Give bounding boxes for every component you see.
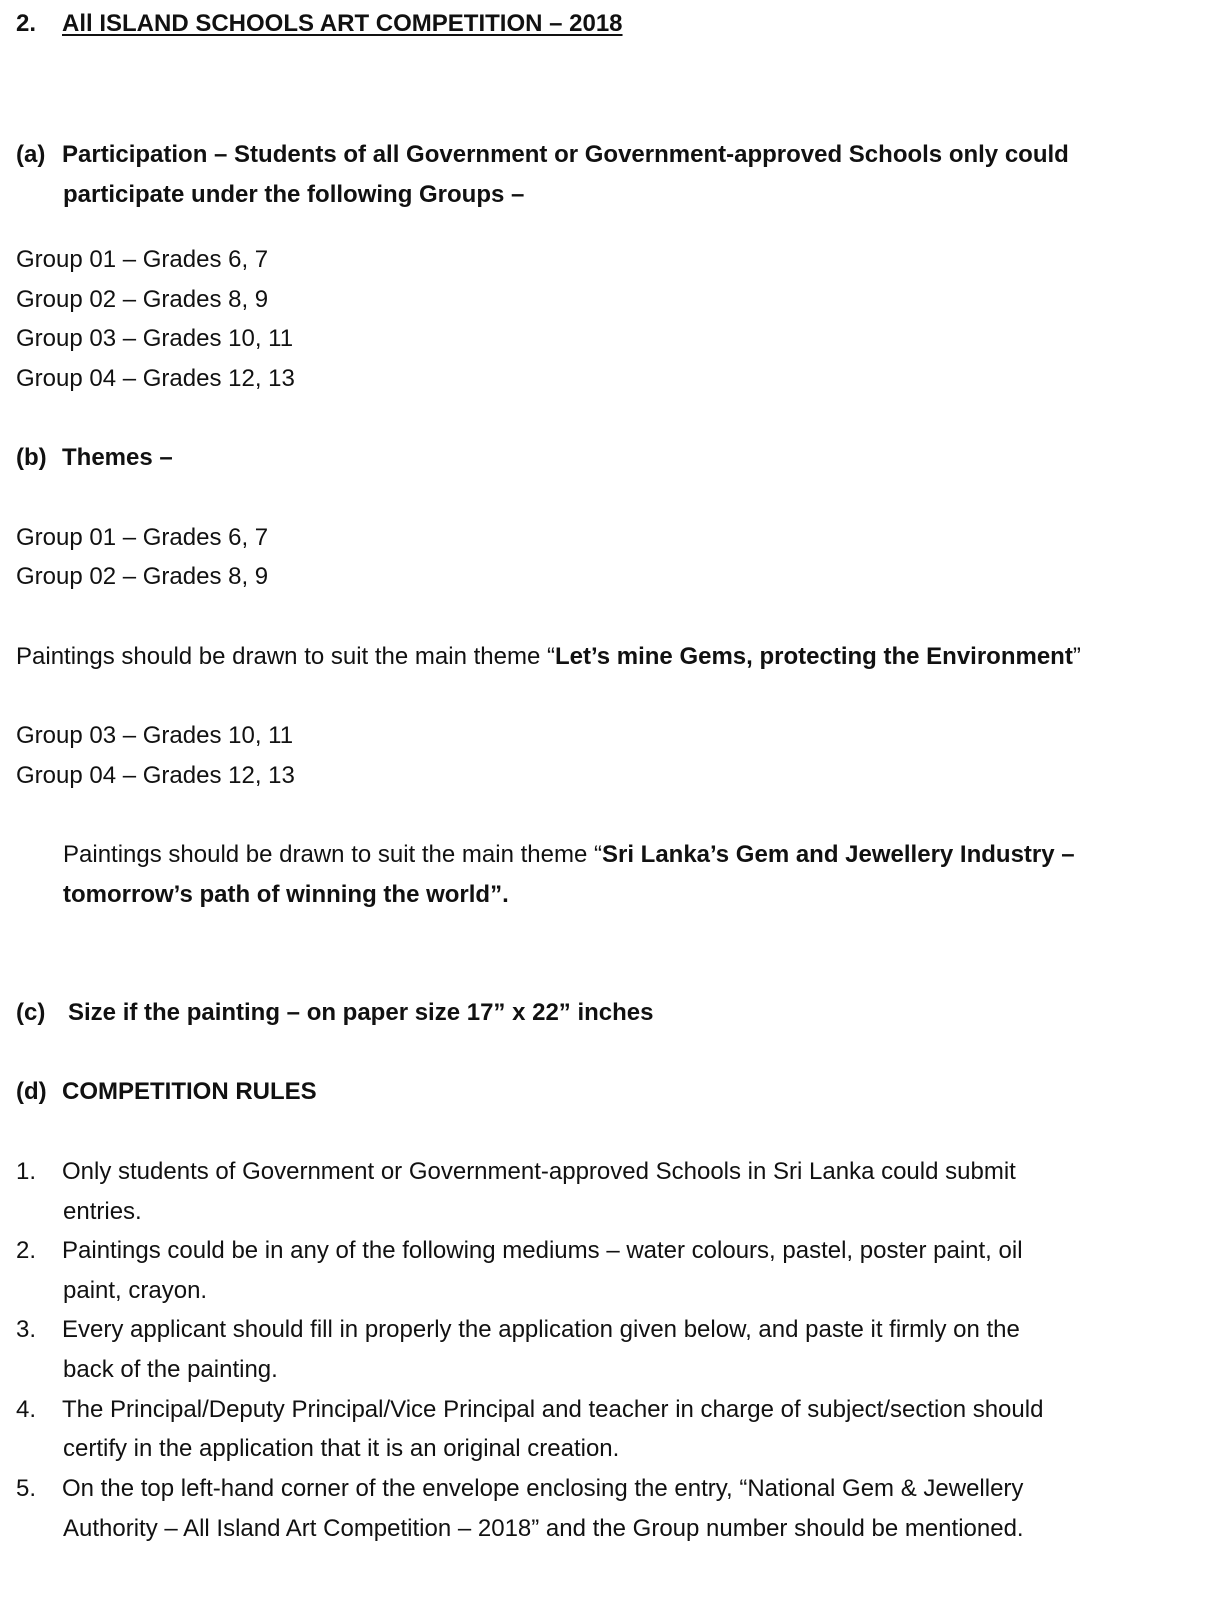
rule-line2: Authority – All Island Art Competition – 2018” and the Group number should be mentioned. xyxy=(63,1515,1024,1542)
participation-heading xyxy=(16,140,1069,170)
rules-heading xyxy=(16,1077,317,1107)
rules-title: COMPETITION RULES xyxy=(62,1078,317,1105)
rule-line1: The Principal/Deputy Principal/Vice Principal and teacher in charge of subject/section should xyxy=(62,1396,1044,1423)
rule-line2: entries. xyxy=(63,1198,142,1225)
group-item: Group 04 – Grades 12, 13 xyxy=(16,365,295,392)
rule-line1: Every applicant should fill in properly the application given below, and paste it firmly on the xyxy=(62,1316,1020,1343)
section-number: 2. xyxy=(16,10,37,37)
size-marker: (c) xyxy=(16,999,46,1026)
group-item: Group 02 – Grades 8, 9 xyxy=(16,286,269,313)
size-heading xyxy=(16,998,654,1028)
rule-line2: certify in the application that it is an original creation. xyxy=(63,1435,620,1462)
themes-marker: (b) xyxy=(16,444,47,471)
senior-theme-prefix: Paintings should be drawn to suit the main theme “ xyxy=(63,841,602,868)
senior-theme-line1: Sri Lanka’s Gem and Jewellery Industry – xyxy=(601,841,1075,868)
senior-theme-sentence xyxy=(63,840,1075,870)
participation-line2: participate under the following Groups – xyxy=(63,181,525,208)
rule-number: 3. xyxy=(16,1316,37,1343)
section-title: All ISLAND SCHOOLS ART COMPETITION – 2018 xyxy=(62,10,623,37)
junior-group-item: Group 02 – Grades 8, 9 xyxy=(16,563,269,590)
junior-theme-prefix: Paintings should be drawn to suit the main theme “ xyxy=(16,643,555,670)
rule-line1: Only students of Government or Government-approved Schools in Sri Lanka could submit xyxy=(62,1158,1016,1185)
themes-title: Themes – xyxy=(62,444,173,471)
junior-theme-sentence xyxy=(16,642,1081,672)
participation-line1: Participation – Students of all Government or Government-approved Schools only could xyxy=(62,141,1069,168)
rule-number: 4. xyxy=(16,1396,37,1423)
rule-line2: paint, crayon. xyxy=(63,1277,208,1304)
size-text: Size if the painting – on paper size 17” x 22” inches xyxy=(68,999,654,1026)
rule-line1: Paintings could be in any of the following mediums – water colours, pastel, poster paint, oil xyxy=(62,1237,1023,1264)
senior-theme-line2: tomorrow’s path of winning the world”. xyxy=(63,881,509,908)
junior-group-item: Group 01 – Grades 6, 7 xyxy=(16,524,269,551)
participation-marker: (a) xyxy=(16,141,46,168)
rule-item xyxy=(16,1236,1023,1266)
senior-group-item: Group 04 – Grades 12, 13 xyxy=(16,762,295,789)
rule-number: 5. xyxy=(16,1475,37,1502)
junior-theme-suffix: ” xyxy=(1072,643,1081,670)
themes-heading xyxy=(16,443,173,473)
group-item: Group 01 – Grades 6, 7 xyxy=(16,246,269,273)
rule-item xyxy=(16,1474,1023,1504)
rule-item xyxy=(16,1395,1043,1425)
section-heading xyxy=(16,9,623,39)
junior-theme: Let’s mine Gems, protecting the Environment xyxy=(554,643,1073,670)
rule-item xyxy=(16,1315,1020,1345)
rule-line2: back of the painting. xyxy=(63,1356,278,1383)
group-item: Group 03 – Grades 10, 11 xyxy=(16,325,294,352)
rule-line1: On the top left-hand corner of the envelope enclosing the entry, “National Gem & Jewellery xyxy=(62,1475,1024,1502)
senior-group-item: Group 03 – Grades 10, 11 xyxy=(16,722,294,749)
rules-marker: (d) xyxy=(16,1078,47,1105)
rule-number: 2. xyxy=(16,1237,37,1264)
rule-number: 1. xyxy=(16,1158,37,1185)
rule-item xyxy=(16,1157,1016,1187)
